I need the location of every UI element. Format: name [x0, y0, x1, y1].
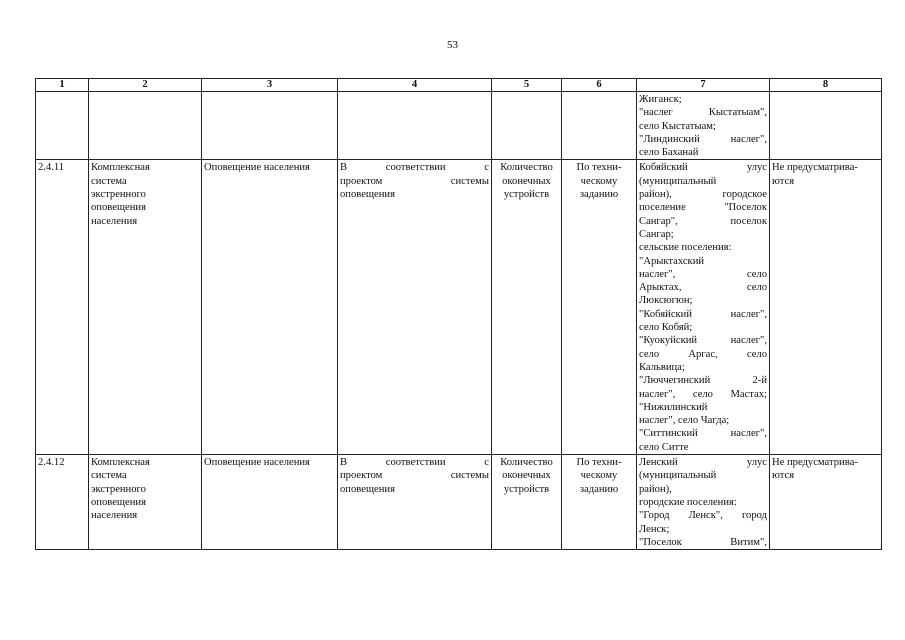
system-name-cell [89, 455, 202, 550]
purpose-cell: Оповещение населения [202, 160, 338, 455]
basis-cell [338, 160, 492, 455]
header-cell-2: 2 [89, 79, 202, 92]
cell-line: "Поселок Витим", [639, 536, 767, 548]
cell-line: (муниципальный [639, 470, 717, 482]
cell-line: экстренного [91, 483, 146, 495]
purpose-cell: Оповещение населения [202, 455, 338, 550]
cell-line: "Куокуйский наслег", [639, 335, 767, 347]
note-cell [770, 455, 882, 550]
document-table [35, 78, 882, 550]
page-number: 53 [447, 39, 458, 51]
table-row [36, 455, 882, 550]
cell-line: система [91, 470, 127, 482]
cell-line: ются [772, 175, 795, 187]
cell-line: наслег", село Чагда; [639, 415, 730, 427]
cell-line: сельские поселения: [639, 242, 732, 254]
header-cell-5: 5 [492, 79, 562, 92]
cell-line: "Город Ленск", город [639, 510, 767, 522]
header-cell-7: 7 [637, 79, 770, 92]
cell-line: район), [639, 483, 672, 495]
cell-line: оповещения [91, 496, 146, 508]
cont-params-cell [562, 92, 637, 160]
location-cell [637, 160, 770, 455]
params-cell [562, 455, 637, 550]
cell-line: район), городское [639, 189, 767, 201]
cell-line: населения [91, 215, 138, 227]
params-cell [562, 160, 637, 455]
row-number-cell: 2.4.12 [36, 455, 89, 550]
cell-line: По техни- [576, 162, 622, 174]
cell-line: заданию [579, 189, 619, 201]
cell-line: ческому [580, 470, 618, 482]
header-cell-3: 3 [202, 79, 338, 92]
cell-line: село Баханай [639, 147, 699, 159]
cell-line: село Кобяй; [639, 322, 693, 334]
cell-line: По техни- [576, 457, 622, 469]
cell-line: оповещения [340, 189, 395, 201]
cont-location-cell [637, 92, 770, 160]
cell-line: В соответствии с [340, 162, 489, 174]
cont-purpose-cell [202, 92, 338, 160]
cell-line: Не предусматрива- [772, 162, 858, 174]
cell-line: городские поселения: [639, 496, 737, 508]
cell-line: устройств [503, 189, 550, 201]
cell-line: Жиганск; [639, 94, 682, 105]
cell-line: проектом системы [340, 470, 489, 482]
cell-line: "Нижилинский [639, 401, 708, 413]
basis-cell [338, 455, 492, 550]
cell-line: экстренного [91, 189, 146, 201]
cell-line: Комплексная [91, 162, 150, 174]
cell-line: "Линдинский наслег", [639, 133, 767, 145]
cell-line: Сангар; [639, 228, 674, 240]
cell-line: оповещения [340, 483, 395, 495]
cell-line: "Ситтинский наслег", [639, 428, 767, 440]
cell-line: оконечных [502, 175, 551, 187]
cont-num-cell [36, 92, 89, 160]
header-cell-8: 8 [770, 79, 882, 92]
cell-line: населения [91, 510, 138, 522]
cell-line: заданию [579, 483, 619, 495]
cell-line: Ленский улус [639, 457, 767, 469]
header-cell-1: 1 [36, 79, 89, 92]
cell-line: Количество [500, 457, 553, 469]
cell-line: Люксюгюн; [639, 295, 693, 307]
header-cell-4: 4 [338, 79, 492, 92]
cell-line: Кальвица; [639, 361, 685, 373]
cont-basis-cell [338, 92, 492, 160]
quantity-cell [492, 160, 562, 455]
cell-line: "Люччегинский 2-й [639, 375, 767, 387]
note-cell [770, 160, 882, 455]
cell-line: В соответствии с [340, 457, 489, 469]
cell-line: устройств [503, 483, 550, 495]
cell-line: наслег", село [639, 268, 767, 280]
cell-line: Комплексная [91, 457, 150, 469]
cell-line: ческому [580, 175, 618, 187]
cell-line: село Ситте [639, 441, 689, 453]
cell-line: система [91, 175, 127, 187]
cont-quantity-cell [492, 92, 562, 160]
cell-line: Кобяйский улус [639, 162, 767, 174]
cell-line: поселение "Поселок [639, 202, 767, 214]
location-cell [637, 455, 770, 550]
cell-line: Арыктах, село [639, 282, 767, 294]
cell-line: проектом системы [340, 175, 489, 187]
cell-line: (муниципальный [639, 175, 717, 187]
row-number-cell: 2.4.11 [36, 160, 89, 455]
cell-line: "Кобяйский наслег", [639, 308, 767, 320]
cont-name-cell [89, 92, 202, 160]
cell-line: Ленск; [639, 523, 670, 535]
continuation-row [36, 92, 882, 160]
quantity-cell [492, 455, 562, 550]
cell-line: Количество [500, 162, 553, 174]
cell-line: Сангар", поселок [639, 215, 767, 227]
cell-line: оконечных [502, 470, 551, 482]
cell-line: "Арыктахский [639, 255, 705, 267]
cell-line: Не предусматрива- [772, 457, 858, 469]
cell-line: "наслег Кыстатыам", [639, 107, 767, 119]
cell-line: оповещения [91, 202, 146, 214]
system-name-cell [89, 160, 202, 455]
cell-line: ются [772, 470, 795, 482]
cell-line: село Аргас, село [639, 348, 767, 360]
cont-note-cell [770, 92, 882, 160]
header-cell-6: 6 [562, 79, 637, 92]
cell-line: село Кыстатыам; [639, 120, 716, 132]
header-row [36, 79, 882, 92]
cell-line: наслег", село Мастах; [639, 388, 767, 400]
table-row [36, 160, 882, 455]
